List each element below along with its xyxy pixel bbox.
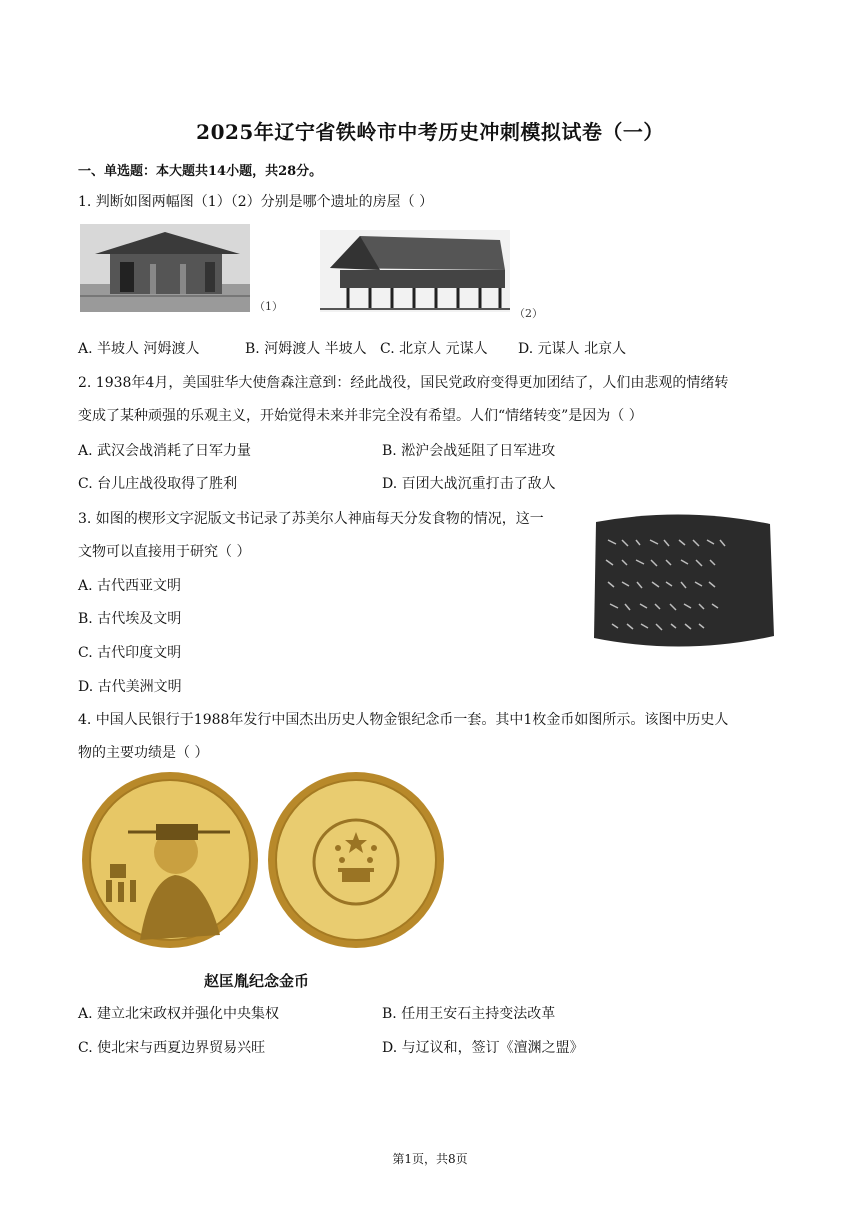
page-title: 2025年辽宁省铁岭市中考历史冲刺模拟试卷（一）	[196, 120, 664, 144]
q1-option-b: B. 河姆渡人 半坡人	[245, 341, 367, 357]
question-2-stem-line-1: 2. 1938年4月，美国驻华大使詹森注意到：经此战役，国民党政府变得更加团结了，人们由悲观的情绪转	[78, 375, 729, 391]
q1-option-c: C. 北京人 元谋人	[380, 341, 488, 357]
q3-option-d: D. 古代美洲文明	[78, 679, 182, 695]
figure-label-2: （2）	[514, 307, 543, 320]
q4-option-b: B. 任用王安石主持变法改革	[382, 1006, 556, 1022]
hemudu-house-image	[320, 230, 510, 312]
q1-option-a: A. 半坡人 河姆渡人	[78, 341, 200, 357]
question-4-stem-line-2: 物的主要功绩是（ ）	[78, 745, 209, 761]
banpo-house-image	[80, 224, 250, 312]
question-3-stem-line-2: 文物可以直接用于研究（ ）	[78, 544, 251, 560]
figure-label-1: （1）	[254, 300, 283, 313]
q2-option-a: A. 武汉会战消耗了日军力量	[78, 443, 252, 459]
question-2-stem-line-2: 变成了某种顽强的乐观主义，开始觉得未来并非完全没有希望。人们“情绪转变”是因为（ ）	[78, 408, 643, 424]
q4-option-a: A. 建立北宋政权并强化中央集权	[78, 1006, 280, 1022]
section-heading: 一、单选题：本大题共14小题，共28分。	[78, 164, 323, 179]
q3-option-a: A. 古代西亚文明	[78, 578, 182, 594]
q3-option-c: C. 古代印度文明	[78, 645, 182, 661]
q3-option-b: B. 古代埃及文明	[78, 611, 182, 627]
question-4-stem-line-1: 4. 中国人民银行于1988年发行中国杰出历史人物金银纪念币一套。其中1枚金币如图所示。该图中历史人	[78, 712, 729, 728]
coin-figure-caption: 赵匡胤纪念金币	[204, 972, 310, 990]
q2-option-c: C. 台儿庄战役取得了胜利	[78, 476, 238, 492]
q4-option-d: D. 与辽议和，签订《澶渊之盟》	[382, 1040, 584, 1056]
question-1-stem: 1. 判断如图两幅图（1）（2）分别是哪个遗址的房屋（ ）	[78, 194, 434, 210]
q1-option-d: D. 元谋人 北京人	[518, 341, 627, 357]
state-emblem-coin-back	[266, 770, 446, 950]
q2-option-d: D. 百团大战沉重打击了敌人	[382, 476, 556, 492]
q2-option-b: B. 淞沪会战延阻了日军进攻	[382, 443, 556, 459]
question-3-stem-line-1: 3. 如图的楔形文字泥版文书记录了苏美尔人神庙每天分发食物的情况，这一	[78, 511, 544, 527]
cuneiform-tablet-image	[588, 510, 778, 652]
q4-option-c: C. 使北宋与西夏边界贸易兴旺	[78, 1040, 266, 1056]
zhao-kuangyin-coin-front	[80, 770, 260, 950]
page-footer: 第1页，共8页	[392, 1152, 468, 1166]
